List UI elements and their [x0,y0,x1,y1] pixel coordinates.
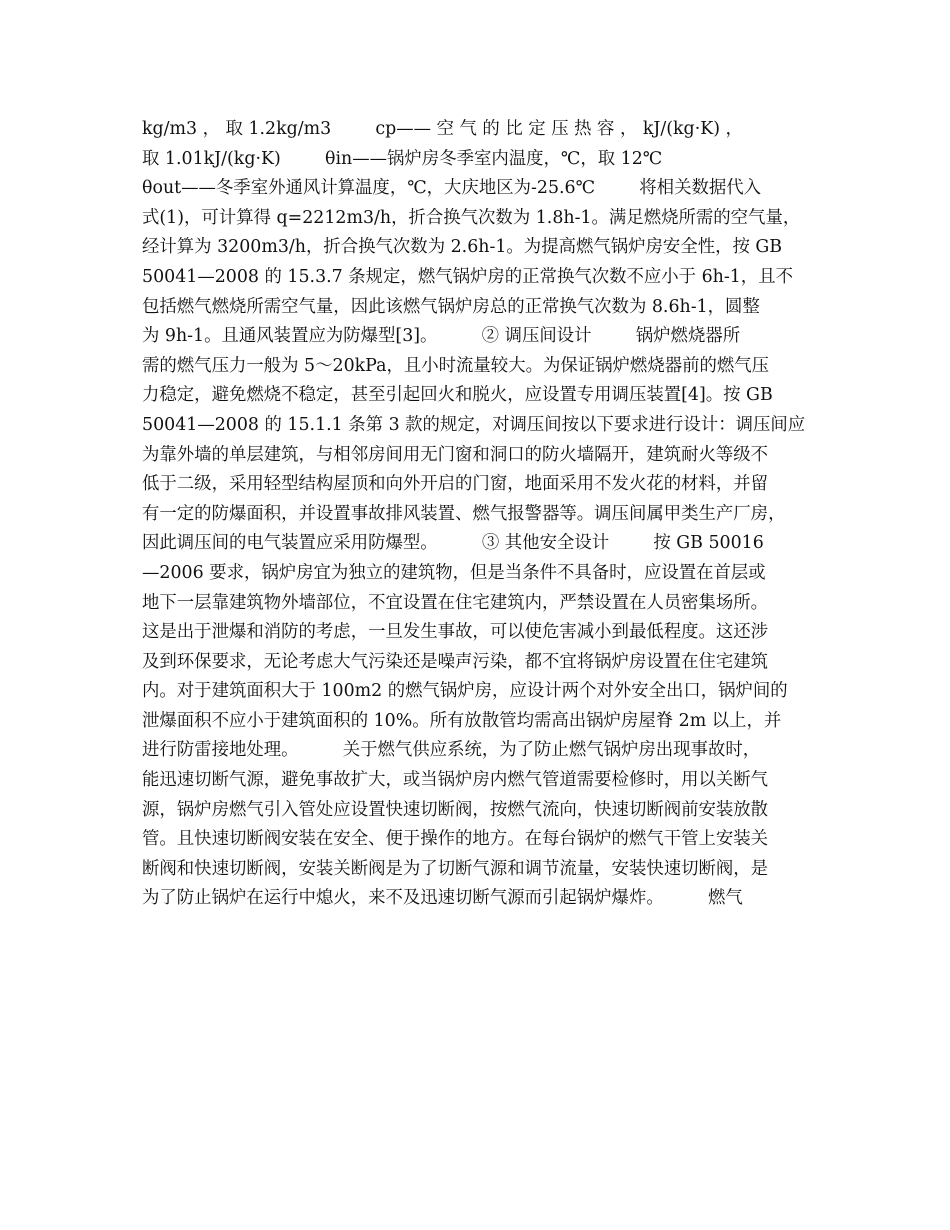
text-line: 包括燃气燃烧所需空气量，因此该燃气锅炉房总的正常换气次数为 8.6h-1，圆整 [142,296,760,317]
text-line: 经计算为 3200m3/h，折合换气次数为 2.6h-1。为提高燃气锅炉房安全性，按 GB [142,237,783,258]
text-line: 断阀和快速切断阀，安装关断阀是为了切断气源和调节流量，安装快速切断阀，是 [142,858,769,879]
text-line: 泄爆面积不应小于建筑面积的 10%。所有放散管均需高出锅炉房屋脊 2m 以上，并 [142,710,782,731]
text-line: 50041—2008 的 15.3.7 条规定，燃气锅炉房的正常换气次数不应小于 6h-1，且不 [142,266,793,287]
text-line: 力稳定，避免燃烧不稳定，甚至引起回火和脱火，应设置专用调压装置[4]。按 GB [142,385,773,406]
text-line: 源，锅炉房燃气引入管处应设置快速切断阀，按燃气流向，快速切断阀前安装放散 [142,799,769,820]
text-line: 50041—2008 的 15.1.1 条第 3 款的规定，对调压间按以下要求进行设计：调压间应 [142,414,806,435]
body-text [142,115,814,914]
text-line: 有一定的防爆面积，并设置事故排风装置、燃气报警器等。调压间属甲类生产厂房， [142,503,786,524]
text-line: —2006 要求，锅炉房宜为独立的建筑物，但是当条件不具备时，应设置在首层或 [142,562,766,583]
text-line: 需的燃气压力一般为 5～20kPa，且小时流量较大。为保证锅炉燃烧器前的燃气压 [142,355,770,376]
text-line: kg/m3 ， 取 1.2kg/m3 cp—— 空 气 的 比 定 压 热 容 ， kJ/(kg·K) ， [142,119,743,139]
text-line: 及到环保要求，无论考虑大气污染还是噪声污染，都不宜将锅炉房设置在住宅建筑 [142,651,769,672]
text-line: 为了防止锅炉在运行中熄火，来不及迅速切断气源而引起锅炉爆炸。 燃气 [142,888,743,909]
text-line: 这是出于泄爆和消防的考虑，一旦发生事故，可以使危害减小到最低程度。这还涉 [142,622,769,643]
text-line: θout——冬季室外通风计算温度，℃，大庆地区为-25.6℃ 将相关数据代入 [142,178,762,199]
text-line: 低于二级，采用轻型结构屋顶和向外开启的门窗，地面采用不发火花的材料，并留 [142,474,769,495]
text-line: 地下一层靠建筑物外墙部位，不宜设置在住宅建筑内，严禁设置在人员密集场所。 [142,592,769,613]
text-line: 能迅速切断气源，避免事故扩大，或当锅炉房内燃气管道需要检修时，用以关断气 [142,770,769,791]
text-line: 取 1.01kJ/(kg·K) θin——锅炉房冬季室内温度，℃，取 12℃ [142,148,663,169]
text-line: 为 9h-1。且通风装置应为防爆型[3]。 ② 调压间设计 锅炉燃烧器所 [142,326,741,347]
text-line: 管。且快速切断阀安装在安全、便于操作的地方。在每台锅炉的燃气干管上安装关 [142,829,769,850]
text-line: 式(1)，可计算得 q=2212m3/h，折合换气次数为 1.8h-1。满足燃烧所需的空气量， [142,207,801,228]
text-line: 内。对于建筑面积大于 100m2 的燃气锅炉房，应设计两个对外安全出口，锅炉间的 [142,681,788,702]
text-line: 进行防雷接地处理。 关于燃气供应系统，为了防止燃气锅炉房出现事故时， [142,740,761,761]
text-line: 因此调压间的电气装置应采用防爆型。 ③ 其他安全设计 按 GB 50016 [142,533,764,554]
text-line: 为靠外墙的单层建筑，与相邻房间用无门窗和洞口的防火墙隔开，建筑耐火等级不 [142,444,769,465]
